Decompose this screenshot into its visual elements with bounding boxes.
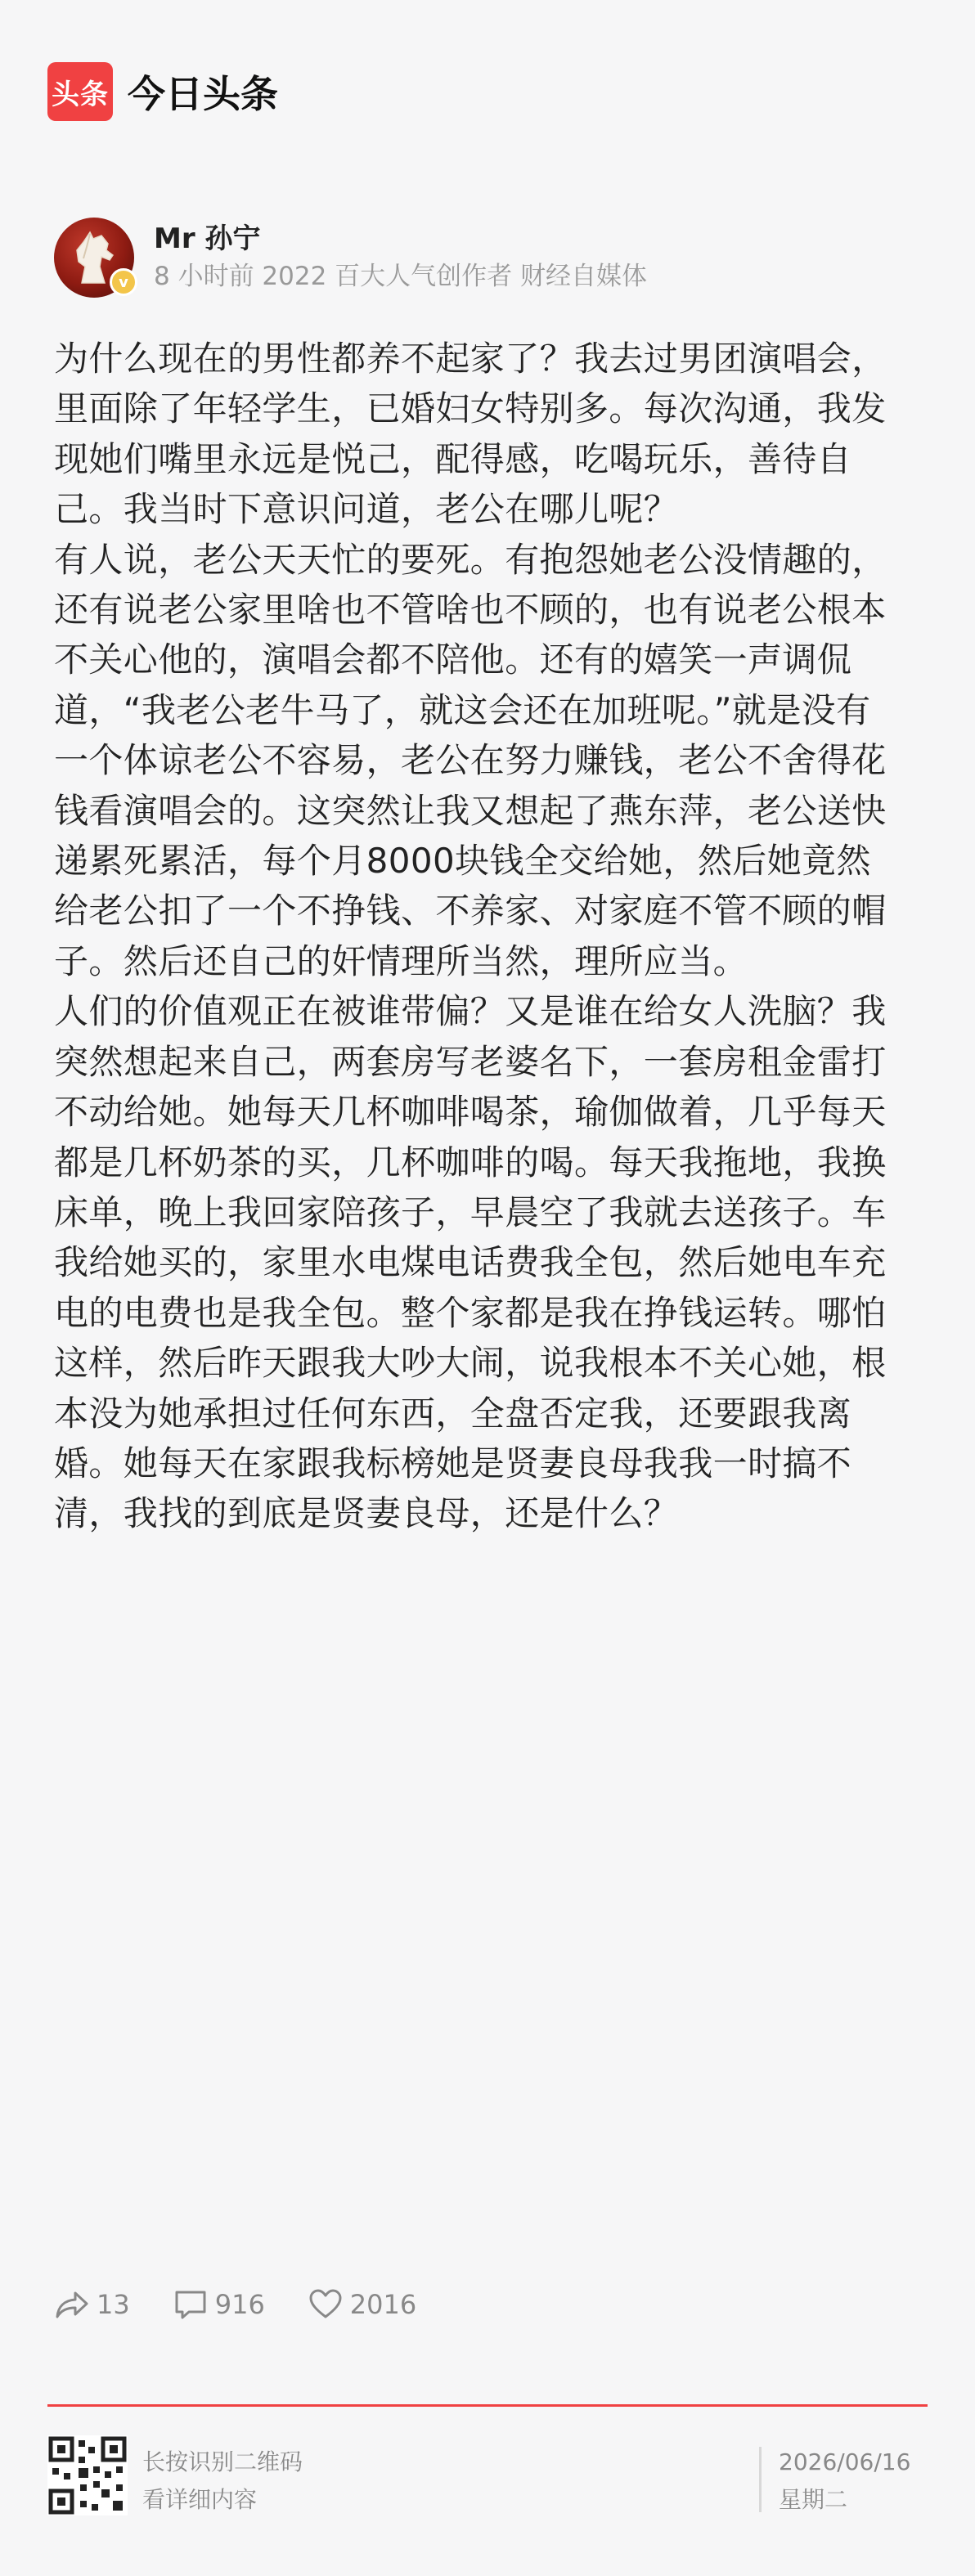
footer-weekday: 星期二 xyxy=(779,2486,848,2513)
qr-code[interactable] xyxy=(47,2435,128,2515)
author-name[interactable]: Mr 孙宁 xyxy=(154,222,261,255)
app-logo[interactable]: 头条 xyxy=(47,62,113,121)
qr-hint-line2: 看详细内容 xyxy=(142,2486,258,2513)
app-header xyxy=(47,62,278,121)
article-body xyxy=(54,334,888,1539)
footer-divider xyxy=(47,2404,928,2407)
qr-hint xyxy=(142,2444,303,2519)
author-meta: 8 小时前 2022 百大人气创作者 财经自媒体 xyxy=(154,262,648,291)
share-count: 13 xyxy=(97,2289,130,2320)
heart-icon xyxy=(308,2288,344,2321)
like-button[interactable] xyxy=(308,2288,416,2321)
avatar[interactable] xyxy=(54,218,134,298)
share-button[interactable] xyxy=(54,2288,130,2321)
comment-count: 916 xyxy=(214,2289,265,2320)
qr-code-icon xyxy=(47,2435,128,2515)
comment-icon xyxy=(173,2288,209,2321)
action-bar xyxy=(54,2282,459,2327)
footer-separator xyxy=(759,2447,762,2512)
footer-date: 2026/06/16 xyxy=(779,2448,911,2475)
article-paragraph: 人们的价值观正在被谁带偏？又是谁在给女人洗脑？我突然想起来自己，两套房写老婆名下，一套房租金雷打不动给她。她每天几杯咖啡喝茶，瑜伽做着，几乎每天都是几杯奶茶的买，几杯咖啡的喝。每天我拖地，我换床单，晚上我回家陪孩子，早晨空了我就去送孩子。车我给她买的，家里水电煤电话费我全包，然后她电车充电的电费也是我全包。整个家都是我在挣钱运转。哪怕这样，然后昨天跟我大吵大闹，说我根本不关心她，根本没为她承担过任何东西，全盘否定我，还要跟我离婚。她每天在家跟我标榜她是贤妻良母我我一时搞不清，我找的到底是贤妻良母，还是什么？ xyxy=(54,991,887,1534)
comment-button[interactable] xyxy=(173,2288,265,2321)
article-paragraph: 为什么现在的男性都养不起家了？我去过男团演唱会，里面除了年轻学生，已婚妇女特别多。每次沟通，我发现她们嘴里永远是悦己，配得感，吃喝玩乐，善待自己。我当时下意识问道，老公在哪儿呢？ xyxy=(54,339,887,530)
verified-badge-icon: v xyxy=(110,268,137,296)
author-info xyxy=(154,221,647,294)
app-name: 今日头条 xyxy=(128,72,278,116)
qr-hint-line1: 长按识别二维码 xyxy=(142,2448,303,2475)
share-icon xyxy=(54,2288,90,2321)
like-count: 2016 xyxy=(349,2289,417,2320)
footer-date-block xyxy=(779,2444,910,2519)
article-paragraph: 有人说，老公天天忙的要死。有抱怨她老公没情趣的，还有说老公家里啥也不管啥也不顾的，也有说老公根本不关心他的，演唱会都不陪他。还有的嬉笑一声调侃道，“我老公老牛马了，就这会还在加班呢。”就是没有一个体谅老公不容易，老公在努力赚钱，老公不舍得花钱看演唱会的。这突然让我又想起了燕东萍，老公送快递累死累活，每个月8000块钱全交给她，然后她竟然给老公扣了一个不挣钱、不养家、对家庭不管不顾的帽子。然后还自己的奸情理所当然，理所应当。 xyxy=(54,539,887,981)
author-row[interactable] xyxy=(54,218,647,298)
